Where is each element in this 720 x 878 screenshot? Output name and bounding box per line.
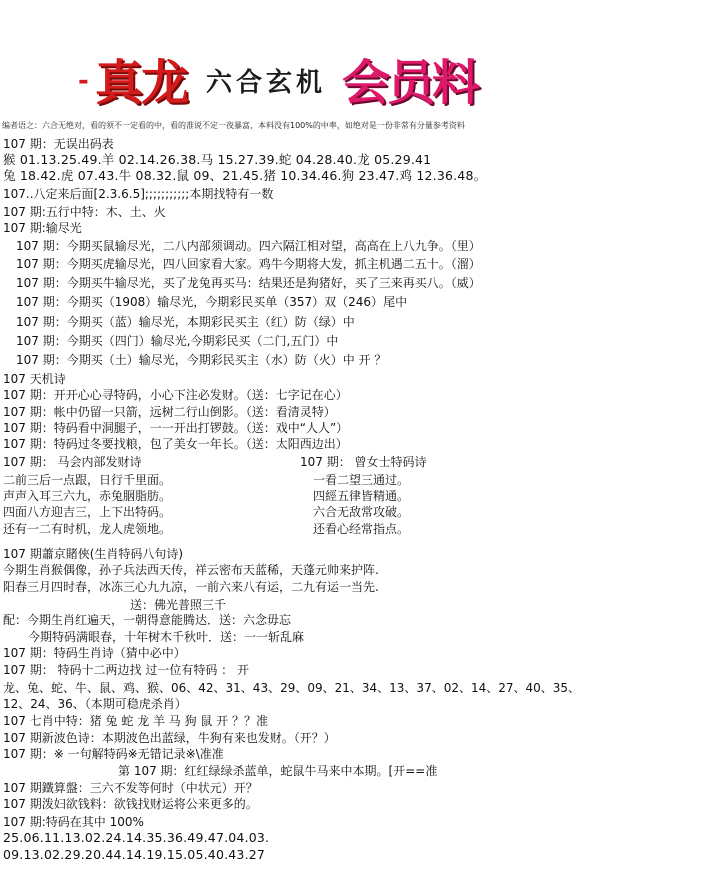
- text-line: 107 期蕭京賭俠(生肖特码八句诗): [3, 547, 184, 561]
- text-line: 今期生肖猴偶像，孙子兵法西天传，祥云密布天蓝稀，天蓬元帅来护阵.: [3, 563, 379, 577]
- text-line: 今期特码满眼春，十年树木千秋叶．送：一一斩乱麻: [28, 630, 305, 644]
- text-line: 107 期：今期买牛输尽光，买了龙兔再买马：结果还是狗猪好，买了三来再买八。（威）: [16, 276, 481, 290]
- text-line: 107 期:五行中特：木、土、火: [3, 205, 166, 219]
- text-line: 107 期：开开心心寻特码，小心下注必发财。（送：七字记在心）: [3, 388, 348, 402]
- banner-title-mid: 六合玄机: [206, 68, 327, 98]
- text-line: 猴 01.13.25.49.羊 02.14.26.38.马 15.27.39.蛇 04.28.40.龙 05.29.41: [3, 152, 432, 167]
- banner-title-left: 真龙: [95, 55, 188, 111]
- text-line: 107 期：今期买（四门）输尽光,今期彩民买（二门,五门）中: [16, 334, 339, 348]
- text-line: 107 期：今期买虎输尽光，四八回家看大家。鸡牛今期将大发，抓主机遇二五十。（溜）: [16, 257, 481, 271]
- text-line: 107 期：无误出码表: [3, 137, 114, 151]
- text-line: 09.13.02.29.20.44.14.19.15.05.40.43.27: [3, 847, 266, 862]
- text-line: 107 期：※ 一句解特码※无错记录※\准准: [3, 747, 224, 761]
- text-line: 107 期：特码生肖诗（猜中必中）: [3, 646, 186, 660]
- text-line: 龙、兔、蛇、牛、鼠、鸡、猴、06、42、31、43、29、09、21、34、13、37、02、14、27、40、35、: [3, 681, 581, 695]
- text-line: 声声入耳三六九，赤兔胭脂肪。: [3, 489, 172, 503]
- text-line: 107 期：特码过冬要找粮，包了美女一年长。（送：太阳西边出）: [3, 437, 348, 451]
- text-line: 25.06.11.13.02.24.14.35.36.49.47.04.03.: [3, 830, 270, 845]
- text-line: 107 期： 曾女士特码诗: [300, 455, 427, 469]
- banner-title-right: 会员料: [342, 55, 478, 111]
- text-line: 107 期:输尽光: [3, 221, 82, 235]
- text-line: 兔 18.42.虎 07.43.牛 08.32.鼠 09、21.45.猪 10.34.46.狗 23.47.鸡 12.36.48。: [3, 168, 487, 183]
- banner: [0, 40, 720, 110]
- text-line: 四經五律皆精通。: [313, 489, 410, 503]
- text-line: 107 期：特码看中洞腿子，一一开出打锣鼓。（送：戏中“人人”）: [3, 421, 349, 435]
- text-line: 107 天机诗: [3, 372, 66, 386]
- text-line: 107 期：帐中仍留一只箭，远树二行山倒影。（送：看清灵特）: [3, 405, 336, 419]
- text-line: 107 期：今期买鼠输尽光，二八内部须调动。四六隔江相对望，高高在上八九争。（里）: [16, 239, 481, 253]
- text-line: 阳春三月四时春，冰冻三心九九凉，一前六来八有运，二九有运一当先.: [3, 580, 379, 594]
- text-line: 107 期新波色诗：本期波色出蓝绿，牛狗有来也发财。（开？）: [3, 731, 336, 745]
- banner-dash: -: [78, 66, 89, 96]
- text-line: 107..八定来后面[2.3.6.5];;;;;;;;;;;本期找特有一数: [3, 187, 274, 201]
- text-line: 还有一二有时机，龙人虎领地。: [3, 522, 172, 536]
- text-line: 12、24、36、（本期可稳虎杀肖）: [3, 697, 187, 711]
- text-line: 配：今期生肖红遍天，一朝得意能腾达．送：六念毋忘: [3, 613, 292, 627]
- text-line: 六合无敌常攻破。: [313, 505, 410, 519]
- text-line: 107 期：今期买（蓝）输尽光，本期彩民买主（红）防（绿）中: [16, 315, 355, 329]
- editor-notice: 编者语之：六合无绝对，看的须不一定看的中，看的准说不定一夜暴富，本料没有100%的中率，如绝对是一份非常有分量参考资料: [2, 121, 465, 130]
- text-line: 一看二望三通过。: [313, 473, 410, 487]
- text-line: 107 期： 特码十二两边找 过一位有特码 ： 开: [3, 663, 249, 677]
- text-line: 107 期泼妇欲钱料：欲钱找财运将公来更多的。: [3, 797, 258, 811]
- text-line: 还看心经常指点。: [313, 522, 410, 536]
- text-line: 第 107 期：红红绿绿杀蓝单，蛇鼠牛马来中本期。[开==准: [118, 764, 438, 778]
- text-line: 107 期： 马会内部发财诗: [3, 455, 142, 469]
- text-line: 107 七肖中特：猪 兔 蛇 龙 羊 马 狗 鼠 开 ？？准: [3, 714, 269, 728]
- text-line: 107 期鐵算盤：三六不发等何时（中状元）开？: [3, 781, 258, 795]
- text-line: 107 期:特码在其中 100%: [3, 815, 144, 829]
- text-line: 二前三后一点跟，日行千里面。: [3, 473, 172, 487]
- text-line: 107 期：今期买（土）输尽光，今期彩民买主（水）防（火）中 开 ？: [16, 353, 387, 367]
- text-line: 送：佛光普照三千: [130, 598, 227, 612]
- text-line: 四面八方迎吉三，上下出特码。: [3, 505, 172, 519]
- text-line: 107 期：今期买（1908）输尽光，今期彩民买单（357）双（246）尾中: [16, 295, 408, 309]
